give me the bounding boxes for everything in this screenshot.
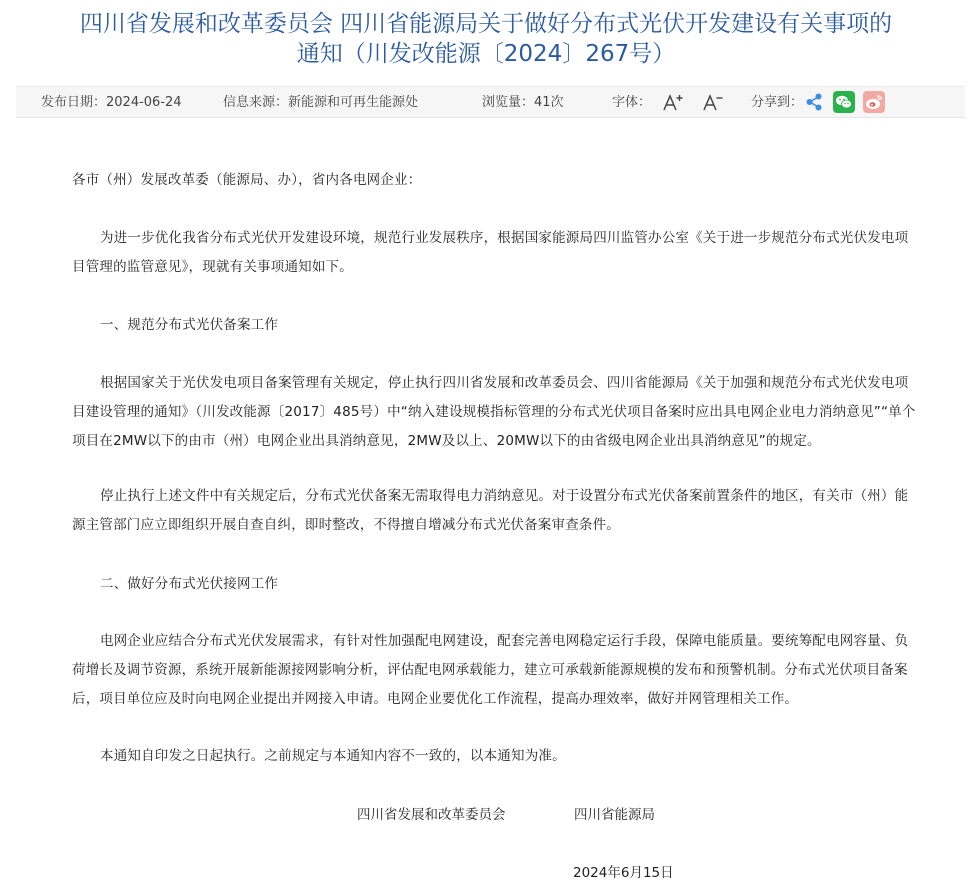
share-label: 分享到： [751, 95, 804, 110]
salutation: 各市（州）发展改革委（能源局、办），省内各电网企业： [72, 172, 422, 188]
article-title-line1: 四川省发展和改革委员会 四川省能源局关于做好分布式光伏开发建设有关事项的 [79, 11, 893, 37]
share-button[interactable] [803, 91, 825, 113]
publish-date: 发布日期：2024-06-24 [41, 95, 182, 110]
view-count: 浏览量：41次 [482, 95, 564, 110]
font-size-label: 字体： [612, 95, 652, 110]
article-title-line2: 通知（川发改能源〔2024〕267号） [296, 41, 676, 67]
paragraph-intro: 为进一步优化我省分布式光伏开发建设环境，规范行业发展秩序，根据国家能源局四川监管办公室《关于进一步规范分布式光伏发电项目管理的监管意见》，现就有关事项通知如下。 [72, 230, 909, 275]
weibo-icon [863, 91, 885, 113]
font-increase-button[interactable] [661, 92, 685, 114]
signature-org-energy: 四川省能源局 [574, 807, 655, 823]
share-weibo-button[interactable] [863, 91, 885, 113]
paragraph-effective-date: 本通知自印发之日起执行。之前规定与本通知内容不一致的，以本通知为准。 [100, 748, 566, 764]
section-heading-1: 一、规范分布式光伏备案工作 [100, 317, 279, 333]
paragraph-filing-selfcheck: 停止执行上述文件中有关规定后，分布式光伏备案无需取得电力消纳意见。对于设置分布式光伏备案前置条件的地区，有关市（州）能源主管部门应立即组织开展自查自纠，即时整改，不得擅自增减分布式光伏备案审查条件。 [72, 488, 909, 533]
article-meta-bar [16, 86, 965, 118]
signature-org-ndrc: 四川省发展和改革委员会 [357, 807, 506, 823]
font-increase-icon [661, 92, 685, 114]
info-source: 信息来源：新能源和可再生能源处 [223, 95, 419, 110]
paragraph-filing-rules: 根据国家关于光伏发电项目备案管理有关规定，停止执行四川省发展和改革委员会、四川省能源局《关于加强和规范分布式光伏发电项目建设管理的通知》（川发改能源〔2017〕485号）中“纳入建设规模指标管理的分布式光伏项目备案时应出具电网企业电力消纳意见”“单个项目在2MW以下的由市（州）电网企业出具消纳意见，2MW及以上、20MW以下的由省级电网企业出具消纳意见”的规定。 [72, 375, 916, 449]
article-title [40, 9, 932, 69]
section-heading-2: 二、做好分布式光伏接网工作 [100, 576, 279, 592]
share-wechat-button[interactable] [833, 91, 855, 113]
signature-date: 2024年6月15日 [573, 865, 674, 881]
share-icon [803, 91, 825, 113]
font-decrease-icon [701, 92, 725, 114]
wechat-icon [833, 91, 855, 113]
paragraph-grid-connection: 电网企业应结合分布式光伏发展需求，有针对性加强配电网建设，配套完善电网稳定运行手段，保障电能质量。要统筹配电网容量、负荷增长及调节资源，系统开展新能源接网影响分析，评估配电网承载能力，建立可承载新能源规模的发布和预警机制。分布式光伏项目备案后，项目单位应及时向电网企业提出并网接入申请。电网企业要优化工作流程，提高办理效率，做好并网管理相关工作。 [72, 633, 909, 707]
font-decrease-button[interactable] [701, 92, 725, 114]
